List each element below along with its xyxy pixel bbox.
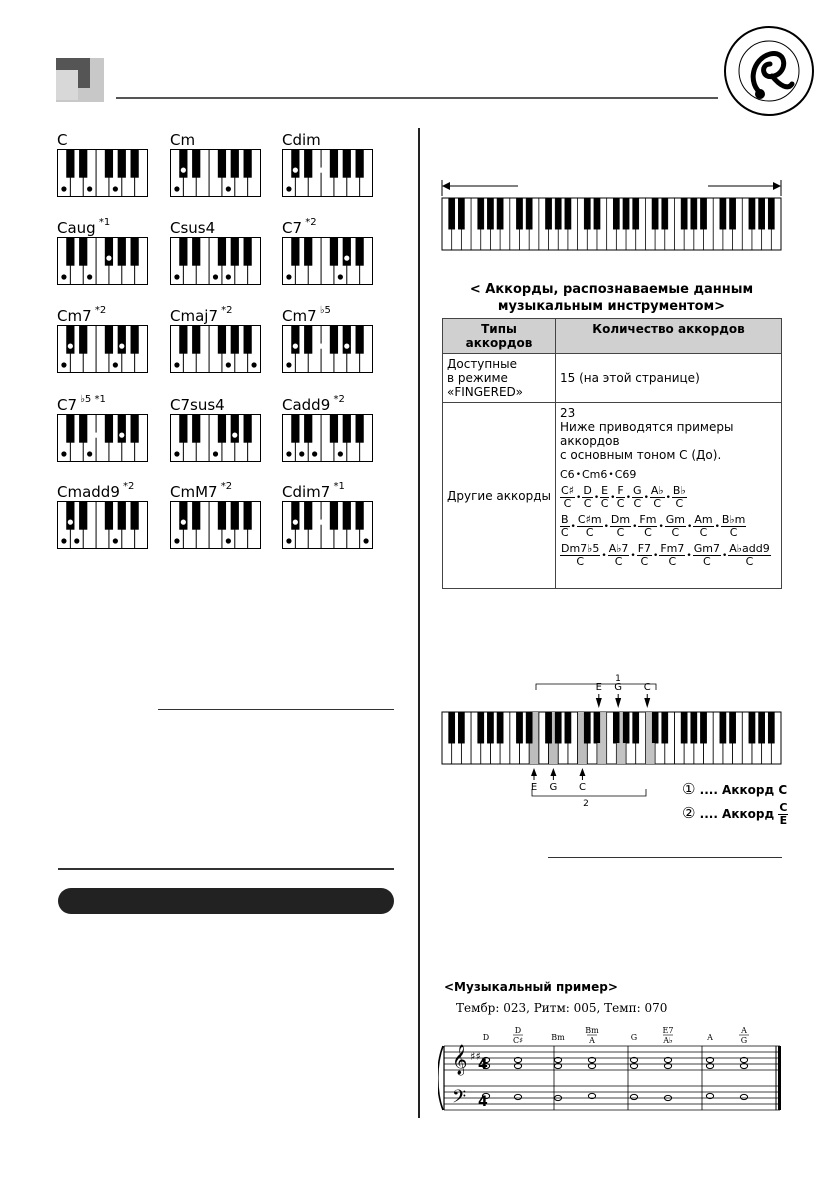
chord-note-dot <box>286 451 291 456</box>
chord-diagram <box>282 325 374 375</box>
full-keyboard <box>442 198 781 250</box>
top-note-label: E <box>595 682 602 693</box>
score-chord-symbol: Bm <box>585 1026 599 1035</box>
chord-note-dot <box>344 256 349 261</box>
chord-name: Cdim <box>282 131 321 149</box>
fraction-row-3: $\frac{Dm7♭5}{C}$ • $\frac{A♭7}{C}$ • $\frac{F7}{C}$ • $\frac{Fm7}{C}$ • $\frac{Gm7}{C}$ • $\frac{\text{A♭add9}}{C}$ <box>561 542 770 568</box>
chord-note-dot <box>232 433 237 438</box>
chord-fraction: $\frac{C♯m}{C}$ <box>577 513 602 539</box>
legend-chord-c: ① .... Аккорд C <box>682 780 788 798</box>
chord-diagram <box>170 414 262 464</box>
chord-note-dot <box>226 362 231 367</box>
example-settings: Тембр: 023, Ритм: 005, Темп: 070 <box>456 1001 668 1015</box>
chord-name: C <box>57 131 68 149</box>
subheading-rule-right <box>548 857 782 858</box>
chord-fraction: $\frac{F7}{C}$ <box>637 542 652 568</box>
chord-name: CmM7 $^{*2}$ <box>170 481 233 501</box>
chord-name: Cm7 $^{*2}$ <box>57 305 107 325</box>
chord-fraction: $\frac{E}{C}$ <box>600 484 609 510</box>
subheading-rule <box>158 709 394 710</box>
chord-note-dot <box>174 274 179 279</box>
score-chord-symbol: D <box>482 1033 490 1042</box>
chord-diagram <box>282 501 374 551</box>
column-divider <box>418 128 420 1118</box>
chord-note-dot <box>293 520 298 525</box>
chord-fraction: $\frac{Fm}{C}$ <box>639 513 657 539</box>
chords-title: < Аккорды, распознаваемые данным музыкальным инструментом> <box>469 282 754 314</box>
chord-note-dot <box>113 186 118 191</box>
chord-diagram <box>282 149 374 199</box>
chord-diagram <box>57 149 149 199</box>
chord-diagram <box>170 237 262 287</box>
chord-fraction: $\frac{C♯}{C}$ <box>561 484 575 510</box>
chord-note-dot <box>61 362 66 367</box>
header-rule <box>116 97 718 99</box>
chord-note-dot <box>318 520 323 525</box>
chord-note-dot <box>61 538 66 543</box>
chord-name: Caug $^{*1}$ <box>57 217 111 237</box>
chord-diagram <box>170 325 262 375</box>
chord-diagram <box>170 501 262 551</box>
bracket-2-label: 2 <box>583 799 589 809</box>
key-signature: ♯♯ <box>470 1050 481 1063</box>
row-other-label: Другие аккорды <box>443 403 556 589</box>
chord-fraction: $\frac{D}{C}$ <box>583 484 592 510</box>
chord-note-dot <box>68 344 73 349</box>
chord-fraction: $\frac{Fm7}{C}$ <box>660 542 685 568</box>
chord-note-dot <box>344 344 349 349</box>
chord-note-dot <box>286 274 291 279</box>
chord-note-dot <box>226 274 231 279</box>
chord-note-dot <box>286 538 291 543</box>
chord-name: Cmaj7 $^{*2}$ <box>170 305 233 325</box>
chord-note-dot <box>286 186 291 191</box>
chord-name: Csus4 <box>170 219 216 237</box>
chord-note-dot <box>312 451 317 456</box>
score-chord-symbol: G <box>630 1033 638 1042</box>
bottom-note-label: E <box>530 782 538 793</box>
chord-fraction: $\frac{B♭m}{C}$ <box>721 513 746 539</box>
chord-fraction: $\frac{Dm7♭5}{C}$ <box>561 542 600 568</box>
fraction-row-1: $\frac{C♯}{C}$ • $\frac{D}{C}$ • $\frac{E}{C}$ • $\frac{F}{C}$ • $\frac{G}{C}$ • $\frac{A♭}{C}$ • $\frac{B♭}{C}$ <box>561 484 686 510</box>
legend-chord-c-over-e: ② .... Аккорд $\frac{C}{E}$ <box>682 801 788 827</box>
score-chord-symbol: Bm <box>551 1033 565 1042</box>
score-chord-bass: G <box>740 1036 748 1045</box>
chord-diagram <box>57 325 149 375</box>
chord-note-dot <box>87 274 92 279</box>
chord-note-dot <box>181 520 186 525</box>
treble-clef: 𝄞 <box>452 1045 468 1075</box>
score-chord-symbol: D <box>514 1026 522 1035</box>
chord-fraction: $\frac{B♭}{C}$ <box>672 484 686 510</box>
chord-name: C7 $^{♭5 *1}$ <box>57 394 106 414</box>
chord-note-dot <box>119 433 124 438</box>
chord-note-dot <box>174 186 179 191</box>
time-signature: 4 <box>478 1057 488 1073</box>
chord-diagram <box>282 237 374 287</box>
top-note-label: G <box>614 682 623 693</box>
score-chord-bass: A♭ <box>663 1036 673 1045</box>
chord-note-dot <box>226 186 231 191</box>
chord-note-dot <box>318 344 323 349</box>
chord-note-dot <box>113 538 118 543</box>
score-chord-symbol: E7 <box>662 1026 674 1035</box>
chord-note-dot <box>293 168 298 173</box>
table-header-count: Количество аккордов <box>556 319 782 354</box>
chord-fraction: $\frac{B}{C}$ <box>560 513 569 539</box>
score-bass-note <box>740 1094 747 1099</box>
bottom-note-label: G <box>549 782 558 793</box>
music-score <box>438 1024 784 1116</box>
chord-name: Cm <box>170 131 196 149</box>
chord-note-dot <box>74 538 79 543</box>
chord-fraction: $\frac{G}{C}$ <box>633 484 642 510</box>
chord-fraction: $\frac{Am}{C}$ <box>694 513 713 539</box>
chord-note-dot <box>293 344 298 349</box>
score-chord-symbol: A <box>707 1033 713 1042</box>
chord-diagram <box>57 501 149 551</box>
chord-note-dot <box>338 451 343 456</box>
chord-fraction: $\frac{F}{C}$ <box>616 484 625 510</box>
chord-note-dot <box>113 362 118 367</box>
chord-note-dot <box>318 168 323 173</box>
chord-diagram <box>57 414 149 464</box>
chord-note-dot <box>363 538 368 543</box>
chord-note-dot <box>181 168 186 173</box>
chord-diagram <box>282 414 374 464</box>
chord-name: Cdim7 $^{*1}$ <box>282 481 345 501</box>
chord-note-dot <box>106 256 111 261</box>
chord-fraction: $\frac{Gm}{C}$ <box>665 513 685 539</box>
score-chord-bass: A <box>589 1036 595 1045</box>
highlight-keyboard <box>442 682 781 793</box>
chord-fraction: $\frac{Dm}{C}$ <box>610 513 631 539</box>
chord-note-dot <box>61 274 66 279</box>
livemusic-logo <box>722 24 816 118</box>
chord-note-dot <box>174 362 179 367</box>
plain-chords: C6•Cm6•C69 <box>560 468 637 481</box>
chord-note-dot <box>213 274 218 279</box>
chord-note-dot <box>338 274 343 279</box>
top-note-label: C <box>643 682 651 693</box>
chord-fraction: $\frac{A♭}{C}$ <box>650 484 664 510</box>
chord-name: C7sus4 <box>170 396 225 414</box>
fraction-row-2: $\frac{B}{C}$ • $\frac{C♯m}{C}$ • $\frac{Dm}{C}$ • $\frac{Fm}{C}$ • $\frac{Gm}{C}$ • $\frac{Am}{C}$ • $\frac{B♭m}{C}$ <box>560 513 746 539</box>
row-fingered-label: Доступные в режиме «FINGERED» <box>443 354 556 403</box>
chord-note-dot <box>174 451 179 456</box>
chord-diagram <box>57 237 149 287</box>
section-marker-light <box>56 70 78 100</box>
chord-note-dot <box>119 344 124 349</box>
chord-fraction: $\frac{A♭7}{C}$ <box>608 542 629 568</box>
chord-note-dot <box>299 451 304 456</box>
chord-note-dot <box>61 186 66 191</box>
score-bass-note <box>514 1094 521 1099</box>
chord-name: Cm7 $^{♭5}$ <box>282 305 331 325</box>
time-signature: 4 <box>478 1094 488 1110</box>
chord-fraction: $\frac{\text{A♭add9}}{C}$ <box>729 542 770 568</box>
table-header-types: Типы аккордов <box>443 319 556 354</box>
chord-note-dot <box>286 362 291 367</box>
chord-note-dot <box>93 433 98 438</box>
score-chord-symbol: A <box>741 1026 747 1035</box>
row-other-value: 23 Ниже приводятся примеры аккордов с основным тоном С (До). C6•Cm6•C69 $\frac{C♯}{C}$ • $\frac{D}{C}$ • $\frac{E}{C}$ • $\frac{F}{C}$ • $\frac{G}{C}$ • $\frac{A♭}{C}$ • $\frac{B♭}{C}$ $\frac{B}{C}$ • $\frac{C♯m}{C}$ • $\frac{Dm}{C}$ • $\frac{Fm}{C}$ • $\frac{Gm}{C}$ • $\frac{Am}{C}$ • $\frac{B♭m}{C}$ $\frac{Dm7♭5}{C}$ • $\frac{A♭7}{C}$ • $\frac{F7}{C}$ • $\frac{Fm7}{C}$ • $\frac{Gm7}{C}$ • $\frac{\text{A♭add9}}{C}$ <box>556 403 782 589</box>
score-bass-note <box>630 1094 637 1099</box>
chord-types-table <box>442 318 782 589</box>
chord-note-dot <box>87 451 92 456</box>
row-fingered-value: 15 (на этой странице) <box>556 354 782 403</box>
chord-note-dot <box>68 520 73 525</box>
example-title: <Музыкальный пример> <box>444 980 618 994</box>
chord-note-dot <box>226 538 231 543</box>
section-title-bar <box>58 888 394 914</box>
chord-diagram <box>170 149 262 199</box>
chord-note-dot <box>213 451 218 456</box>
chord-name: C7 $^{*2}$ <box>282 217 317 237</box>
bass-clef: 𝄢 <box>452 1087 467 1112</box>
score-chord-bass: C♯ <box>513 1036 523 1045</box>
range-keyboard-figure <box>440 176 783 254</box>
chord-note-dot <box>87 186 92 191</box>
bracket-1-label: 1 <box>615 674 621 684</box>
chord-note-dot <box>61 451 66 456</box>
bottom-note-label: C <box>578 782 586 793</box>
chord-note-dot <box>174 538 179 543</box>
chord-name: Cadd9 $^{*2}$ <box>282 394 345 414</box>
section-rule <box>58 868 394 870</box>
chord-fraction: $\frac{Gm7}{C}$ <box>693 542 720 568</box>
chord-note-dot <box>251 362 256 367</box>
chord-name: Cmadd9 $^{*2}$ <box>57 481 135 501</box>
